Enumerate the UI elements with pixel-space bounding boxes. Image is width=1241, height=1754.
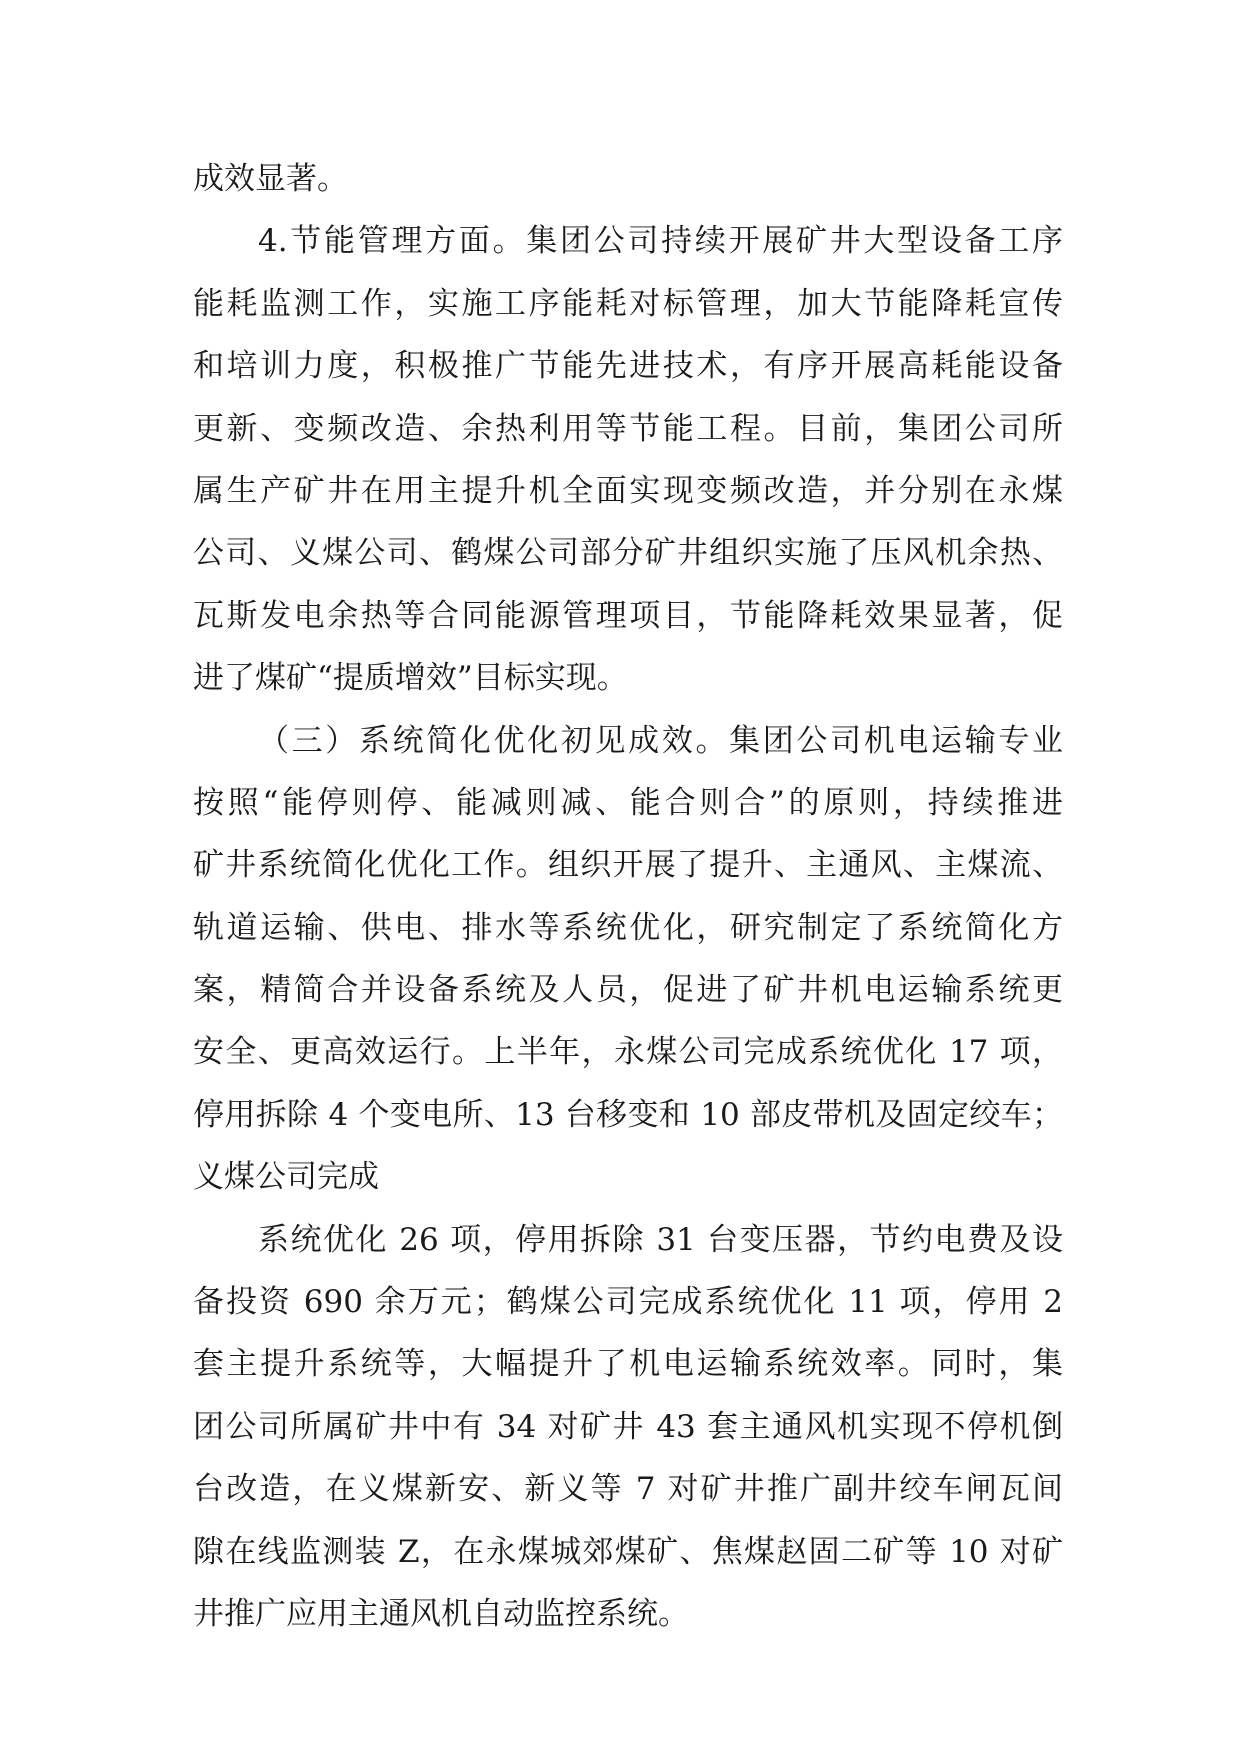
text-line: 轨道运输、供电、排水等系统优化，研究制定了系统简化方: [193, 909, 1063, 946]
text-line: 隙在线监测装 Z，在永煤城郊煤矿、焦煤赵固二矿等 10 对矿: [193, 1533, 1063, 1570]
text-line: 进了煤矿“提质增效”目标实现。: [193, 660, 628, 697]
text-line: 瓦斯发电余热等合同能源管理项目，节能降耗效果显著，促: [193, 597, 1063, 634]
text-line: 备投资 690 余万元；鹤煤公司完成系统优化 11 项，停用 2: [193, 1284, 1063, 1321]
text-line: 公司、义煤公司、鹤煤公司部分矿井组织实施了压风机余热、: [193, 535, 1063, 572]
text-line: 更新、变频改造、余热利用等节能工程。目前，集团公司所: [193, 410, 1063, 447]
text-line: 按照“能停则停、能减则减、能合则合”的原则，持续推进: [193, 784, 1063, 821]
text-line: 停用拆除 4 个变电所、13 台移变和 10 部皮带机及固定绞车；: [193, 1096, 1063, 1133]
text-line: 井推广应用主通风机自动监控系统。: [193, 1595, 689, 1632]
paragraph-start-line: 系统优化 26 项，停用拆除 31 台变压器，节约电费及设: [258, 1221, 1063, 1258]
paragraph-heading-system-simplification: （三）系统简化优化初见成效。集团公司机电运输专业: [258, 722, 1063, 759]
body-text: [193, 148, 1063, 1645]
text-line: 套主提升系统等，大幅提升了机电运输系统效率。同时，集: [193, 1346, 1063, 1383]
text-line: 成效显著。: [193, 161, 348, 197]
text-line: 安全、更高效运行。上半年，永煤公司完成系统优化 17 项，: [193, 1034, 1063, 1071]
text-line: 台改造，在义煤新安、新义等 7 对矿井推广副井绞车闸瓦间: [193, 1471, 1063, 1508]
text-line: 能耗监测工作，实施工序能耗对标管理，加大节能降耗宣传: [193, 285, 1063, 322]
text-line: 案，精简合并设备系统及人员，促进了矿井机电运输系统更: [193, 972, 1063, 1009]
text-line: 矿井系统简化优化工作。组织开展了提升、主通风、主煤流、: [193, 847, 1063, 884]
paragraph-heading-energy-management: 4.节能管理方面。集团公司持续开展矿井大型设备工序: [258, 223, 1063, 260]
text-line: 属生产矿井在用主提升机全面实现变频改造，并分别在永煤: [193, 472, 1063, 509]
text-line: 义煤公司完成: [193, 1159, 379, 1196]
text-line: 和培训力度，积极推广节能先进技术，有序开展高耗能设备: [193, 348, 1063, 385]
text-line: 团公司所属矿井中有 34 对矿井 43 套主通风机实现不停机倒: [193, 1408, 1063, 1445]
